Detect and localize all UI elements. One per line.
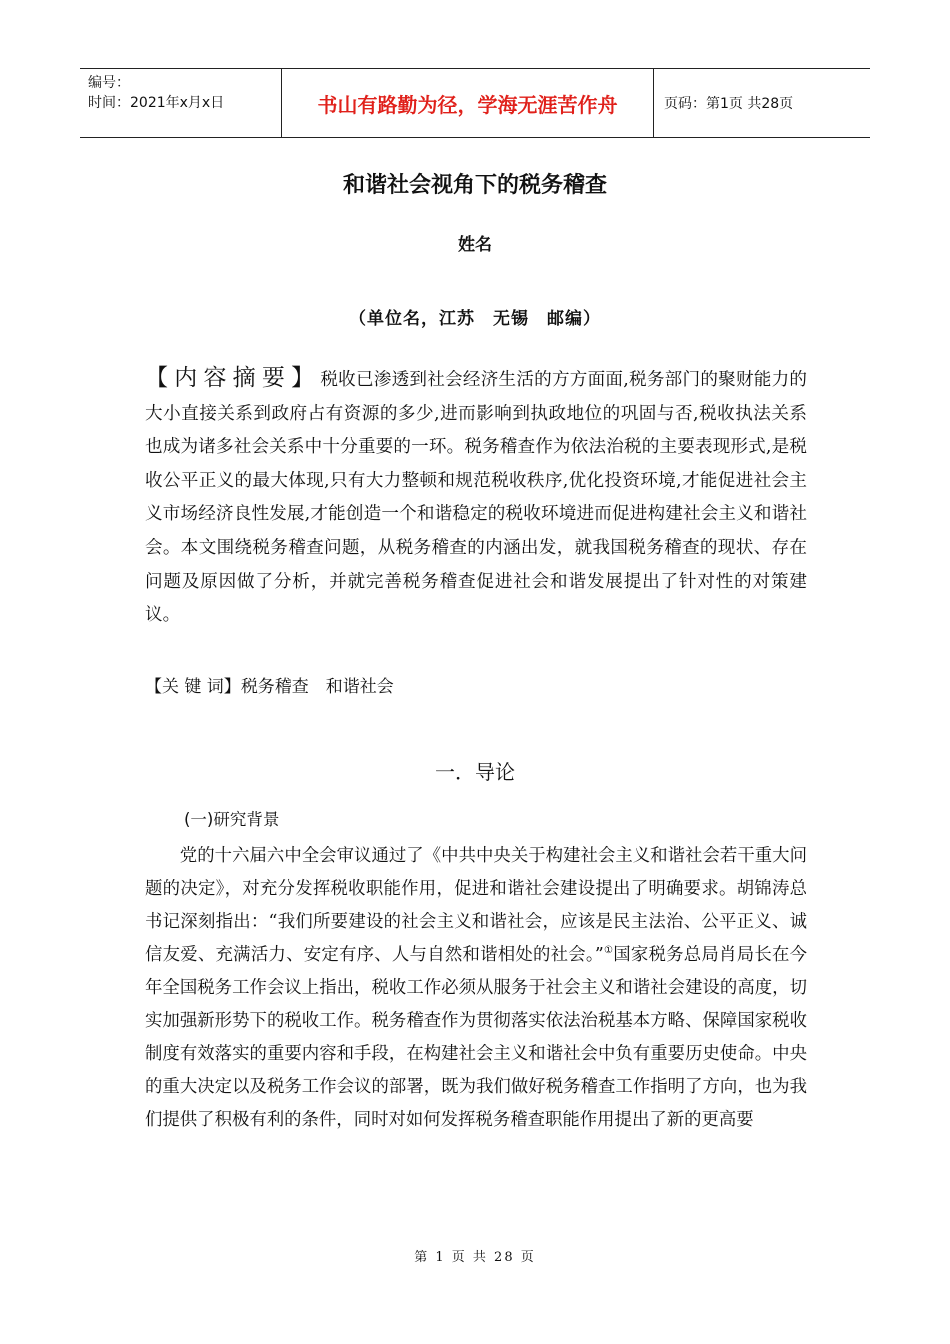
body-paragraph	[145, 840, 807, 1137]
document-number: 编号：	[88, 75, 130, 91]
page-footer: 第 1 页 共 28 页	[414, 1250, 536, 1265]
paragraph-part-2: 国家税务总局肖局长在今年全国税务工作会议上指出，税收工作必须从服务于社会主义和谐社会建设的高度，切实加强新形势下的税收工作。税务稽查作为贯彻落实依法治税基本方略、保障国家税收制度有效落实的重要内容和手段，在构建社会主义和谐社会中负有重要历史使命。中央的重大决定以及税务工作会议的部署，既为我们做好税务稽查工作指明了方向，也为我们提供了积极有利的条件，同时对如何发挥税务稽查职能作用提出了新的更高要	[145, 945, 807, 1130]
header-page-code: 页码：第1页 共28页	[664, 96, 794, 112]
abstract	[145, 362, 807, 633]
footnote-mark: ①	[603, 945, 614, 957]
author-name: 姓名	[458, 235, 492, 255]
document-title: 和谐社会视角下的税务稽查	[342, 173, 607, 198]
document-date: 时间：2021年x月x日	[88, 95, 225, 111]
keywords	[145, 673, 807, 701]
keywords-text: 税务稽查 和谐社会	[240, 677, 394, 697]
header-motto: 书山有路勤为径，学海无涯苦作舟	[282, 69, 654, 137]
subsection-heading: (一)研究背景	[184, 810, 280, 829]
header-meta	[80, 69, 282, 137]
keywords-label: 【关 键 词】	[145, 677, 241, 697]
header-table	[80, 68, 870, 138]
section-heading: 一．导论	[435, 760, 515, 784]
paragraph-part-1: 党的十六届六中全会审议通过了《中共中央关于构建社会主义和谐社会若干重大问题的决定》，对充分发挥税收职能作用，促进和谐社会建设提出了明确要求。胡锦涛总书记深刻指出：“我们所要建设的社会主义和谐社会，应该是民主法治、公平正义、诚信友爱、充满活力、安定有序、人与自然和谐相处的社会。”	[145, 846, 807, 965]
abstract-label: 【内容摘要】	[145, 365, 321, 391]
author-affiliation: （单位名，江苏 无锡 邮编）	[349, 309, 601, 329]
abstract-text: 税收已渗透到社会经济生活的方方面面,税务部门的聚财能力的大小直接关系到政府占有资源的多少,进而影响到执政地位的巩固与否,税收执法关系也成为诸多社会关系中十分重要的一环。税务稽查作为依法治税的主要表现形式,是税收公平正义的最大体现,只有大力整顿和规范税收秩序,优化投资环境,才能促进社会主义市场经济良性发展,才能创造一个和谐稳定的税收环境进而促进构建社会主义和谐社会。本文围绕税务稽查问题，从税务稽查的内涵出发，就我国税务稽查的现状、存在问题及原因做了分析，并就完善税务稽查促进社会和谐发展提出了针对性的对策建议。	[145, 370, 807, 626]
